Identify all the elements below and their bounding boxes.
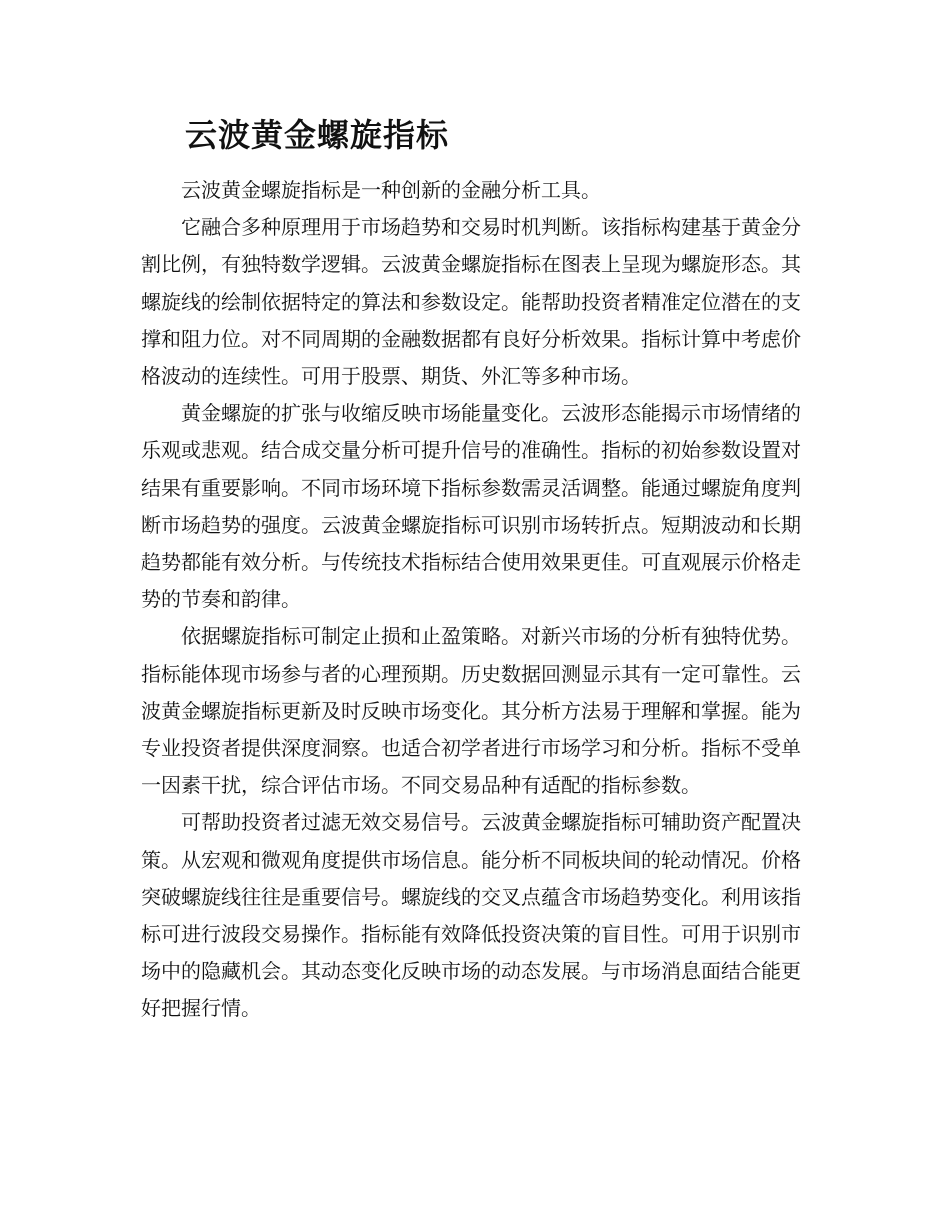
paragraph: 依据螺旋指标可制定止损和止盈策略。对新兴市场的分析有独特优势。指标能体现市场参与者的心理预期。历史数据回测显示其有一定可靠性。云波黄金螺旋指标更新及时反映市场变化。其分析方法易于理解和掌握。能为专业投资者提供深度洞察。也适合初学者进行市场学习和分析。指标不受单一因素干扰，综合评估市场。不同交易品种有适配的指标参数。 [141,624,801,798]
paragraph: 云波黄金螺旋指标是一种创新的金融分析工具。 [181,178,601,202]
paragraph: 它融合多种原理用于市场趋势和交易时机判断。该指标构建基于黄金分割比例，有独特数学逻辑。云波黄金螺旋指标在图表上呈现为螺旋形态。其螺旋线的绘制依据特定的算法和参数设定。能帮助投资者精准定位潜在的支撑和阻力位。对不同周期的金融数据都有良好分析效果。指标计算中考虑价格波动的连续性。可用于股票、期货、外汇等多种市场。 [141,215,801,389]
paragraph: 可帮助投资者过滤无效交易信号。云波黄金螺旋指标可辅助资产配置决策。从宏观和微观角度提供市场信息。能分析不同板块间的轮动情况。价格突破螺旋线往往是重要信号。螺旋线的交叉点蕴含市场趋势变化。利用该指标可进行波段交易操作。指标能有效降低投资决策的盲目性。可用于识别市场中的隐藏机会。其动态变化反映市场的动态发展。与市场消息面结合能更好把握行情。 [141,810,801,1021]
paragraph: 黄金螺旋的扩张与收缩反映市场能量变化。云波形态能揭示市场情绪的乐观或悲观。结合成交量分析可提升信号的准确性。指标的初始参数设置对结果有重要影响。不同市场环境下指标参数需灵活调整。能通过螺旋角度判断市场趋势的强度。云波黄金螺旋指标可识别市场转折点。短期波动和长期趋势都能有效分析。与传统技术指标结合使用效果更佳。可直观展示价格走势的节奏和韵律。 [141,401,801,612]
document-body [141,112,801,1028]
document-title: 云波黄金螺旋指标 [185,116,450,154]
